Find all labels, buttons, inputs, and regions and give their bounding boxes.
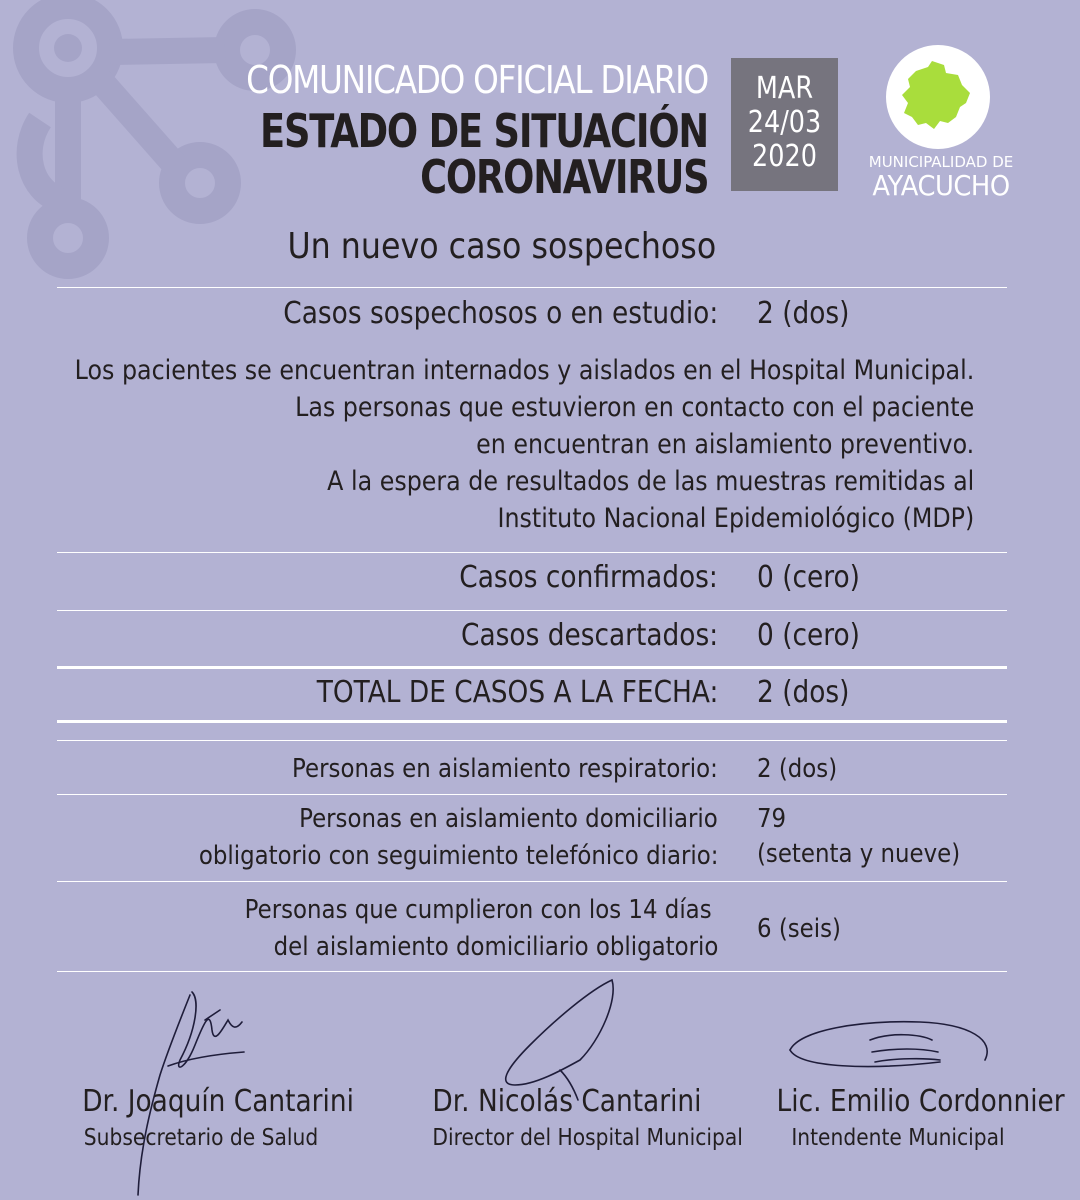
ayacucho-map-icon: [886, 45, 990, 149]
signature-block-1: [66, 1084, 354, 1151]
completed-isolation-label-line2: del aislamiento domiciliario obligatorio: [273, 932, 718, 962]
signatory-name: Dr. Joaquín Cantarini: [82, 1084, 354, 1119]
logo-name: AYACUCHO: [872, 169, 1010, 202]
discarded-cases-value: 0 (cero): [757, 618, 860, 653]
respiratory-isolation-value: 2 (dos): [757, 754, 838, 784]
signatory-name: Dr. Nicolás Cantarini: [432, 1084, 702, 1119]
report-subtitle: Un nuevo caso sospechoso: [287, 226, 716, 267]
home-isolation-value-line2: (setenta y nueve): [757, 839, 961, 869]
divider: [57, 287, 1007, 288]
date-box: [731, 58, 838, 191]
paragraph-line: Las personas que estuvieron en contacto con el paciente: [294, 392, 974, 423]
paragraph-line: en encuentran en aislamiento preventivo.: [475, 429, 974, 460]
discarded-cases-label: Casos descartados:: [460, 618, 718, 653]
header-line-3: CORONAVIRUS: [419, 150, 708, 204]
signature-block-2: [415, 1084, 743, 1151]
paragraph-line: Instituto Nacional Epidemiológico (MDP): [497, 503, 974, 534]
signatory-role: Intendente Municipal: [791, 1125, 1005, 1151]
total-cases-value: 2 (dos): [757, 675, 850, 710]
divider: [57, 666, 1007, 669]
confirmed-cases-value: 0 (cero): [757, 560, 860, 595]
completed-isolation-value: 6 (seis): [757, 914, 841, 944]
completed-isolation-label-line1: Personas que cumplieron con los 14 días: [245, 895, 712, 925]
status-paragraph: [74, 352, 974, 537]
header-line-1: COMUNICADO OFICIAL DIARIO: [246, 58, 708, 102]
total-cases-label: TOTAL DE CASOS A LA FECHA:: [316, 675, 718, 710]
home-isolation-label-line2: obligatorio con seguimiento telefónico diario:: [198, 841, 718, 871]
divider: [57, 971, 1007, 972]
home-isolation-label-line1: Personas en aislamiento domiciliario: [299, 804, 718, 834]
header-line-2: ESTADO DE SITUACIÓN: [259, 104, 708, 158]
divider: [57, 794, 1007, 795]
signatory-name: Lic. Emilio Cordonnier: [776, 1084, 1065, 1119]
confirmed-cases-label: Casos confirmados:: [459, 560, 718, 595]
signatory-role: Subsecretario de Salud: [83, 1125, 319, 1151]
municipality-logo: [886, 45, 990, 149]
paragraph-line: Los pacientes se encuentran internados y aislados en el Hospital Municipal.: [74, 355, 974, 386]
home-isolation-value-line1: 79: [757, 804, 787, 834]
signature-block-3: [760, 1084, 1065, 1151]
date-day-month: 24/03: [747, 105, 822, 140]
logo-subtitle: MUNICIPALIDAD DE: [868, 153, 1014, 171]
date-year: 2020: [752, 139, 817, 174]
divider: [57, 610, 1007, 611]
suspected-cases-value: 2 (dos): [757, 296, 850, 331]
date-weekday: MAR: [755, 71, 814, 106]
paragraph-line: A la espera de resultados de las muestras remitidas al: [326, 466, 974, 497]
divider: [57, 881, 1007, 882]
divider: [57, 720, 1007, 723]
divider: [57, 552, 1007, 553]
divider: [57, 740, 1007, 741]
respiratory-isolation-label: Personas en aislamiento respiratorio:: [292, 754, 718, 784]
signatory-role: Director del Hospital Municipal: [432, 1125, 743, 1151]
suspected-cases-label: Casos sospechosos o en estudio:: [283, 296, 718, 331]
